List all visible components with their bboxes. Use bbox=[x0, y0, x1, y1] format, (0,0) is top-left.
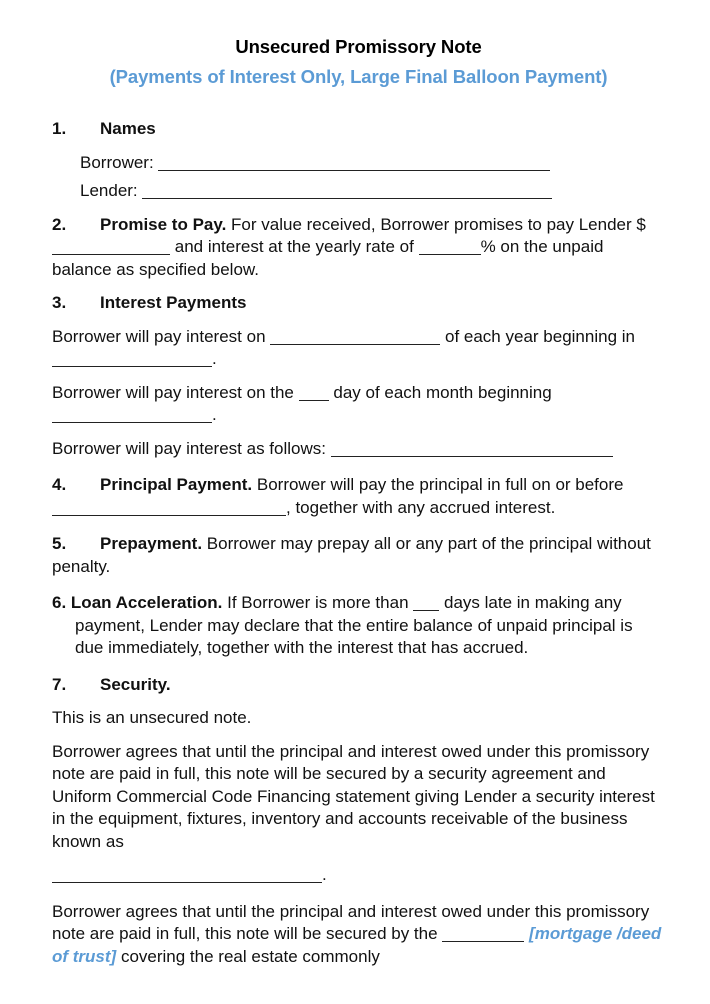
annual-begin-month-blank[interactable] bbox=[52, 353, 212, 367]
lender-name-field-row bbox=[52, 180, 665, 203]
section-7-p2-text-b: . bbox=[322, 865, 327, 885]
section-3-paragraph-3 bbox=[52, 438, 665, 461]
section-7-p3-text-b: covering the real estate commonly bbox=[120, 946, 380, 966]
section-3-paragraph-2 bbox=[52, 382, 665, 427]
section-4-text-a: Borrower will pay the principal in full on or before bbox=[256, 475, 624, 495]
borrower-label: Borrower: bbox=[80, 152, 154, 172]
section-1-title: Names bbox=[100, 119, 156, 139]
section-4-number: 4. bbox=[52, 475, 67, 495]
section-1-heading bbox=[52, 118, 665, 141]
section-3-p3-text-a: Borrower will pay interest as follows: bbox=[52, 438, 326, 458]
interest-rate-blank[interactable] bbox=[419, 241, 481, 255]
monthly-begin-blank[interactable] bbox=[52, 409, 212, 423]
annual-interest-date-blank[interactable] bbox=[270, 331, 440, 345]
section-6-title: Loan Acceleration. bbox=[70, 593, 223, 613]
section-6-paragraph bbox=[52, 592, 665, 660]
section-1-number: 1. bbox=[52, 119, 67, 139]
section-7-p2-text-a: Borrower agrees that until the principal and interest owed under this promissory note are paid in full, this note will be secured by a security agreement and Uniform Commercial Code Financing statement giving Lender a security interest in the equipment, fixtures, inventory and accounts receivable of the business known as bbox=[52, 741, 655, 851]
section-5-number: 5. bbox=[52, 534, 67, 554]
principal-due-date-blank[interactable] bbox=[52, 502, 286, 516]
section-3-title: Interest Payments bbox=[100, 293, 247, 313]
section-4-title: Principal Payment. bbox=[100, 475, 253, 495]
section-7-paragraph-1: This is an unsecured note. bbox=[52, 708, 252, 728]
section-6-text-b: days late in making any payment, Lender may declare that the entire balance of unpaid principal is due immediately, together with the interest that has accrued. bbox=[75, 593, 633, 658]
section-6-number: 6. bbox=[52, 593, 67, 613]
security-instrument-option: [mortgage /deed of trust] bbox=[52, 924, 662, 966]
section-3-number: 3. bbox=[52, 293, 67, 313]
section-3-p1-text-a: Borrower will pay interest on bbox=[52, 326, 266, 346]
section-7-number: 7. bbox=[52, 674, 67, 694]
late-days-blank[interactable] bbox=[413, 597, 439, 611]
borrower-name-field-row bbox=[52, 152, 665, 175]
section-3-p2-text-c: . bbox=[212, 405, 217, 425]
document-title: Unsecured Promissory Note bbox=[235, 36, 482, 57]
section-3-p2-text-a: Borrower will pay interest on the bbox=[52, 382, 294, 402]
section-7-p3-text-a: Borrower agrees that until the principal and interest owed under this promissory note are paid in full, this note will be secured by the bbox=[52, 901, 650, 944]
security-instrument-blank[interactable] bbox=[442, 928, 524, 942]
borrower-name-blank[interactable] bbox=[158, 157, 550, 171]
section-3-p1-text-b: of each year beginning in bbox=[445, 326, 635, 346]
section-2-title: Promise to Pay. bbox=[100, 214, 227, 234]
section-3-heading bbox=[52, 292, 665, 315]
section-7-heading bbox=[52, 674, 665, 697]
section-3-p2-text-b: day of each month beginning bbox=[333, 382, 552, 402]
section-5-title: Prepayment. bbox=[100, 534, 203, 554]
document-subtitle: (Payments of Interest Only, Large Final Balloon Payment) bbox=[109, 66, 608, 88]
lender-label: Lender: bbox=[80, 181, 138, 201]
business-name-blank[interactable] bbox=[52, 869, 322, 883]
section-7-title: Security. bbox=[100, 674, 171, 694]
section-6-text-a: If Borrower is more than bbox=[227, 593, 409, 613]
document-body bbox=[52, 118, 665, 968]
section-7-paragraph-2 bbox=[52, 741, 665, 854]
business-name-blank-row bbox=[52, 864, 665, 887]
section-5-text-a: Borrower may prepay all or any part of the principal without penalty. bbox=[52, 534, 651, 576]
section-2-text-a: For value received, Borrower promises to pay Lender $ bbox=[231, 214, 646, 234]
section-3-p1-text-c: . bbox=[212, 349, 217, 369]
section-2-text-c: % on the unpaid balance as specified below. bbox=[52, 237, 604, 279]
section-2-text-b: and interest at the yearly rate of bbox=[174, 237, 414, 257]
section-2-paragraph bbox=[52, 214, 665, 282]
section-5-paragraph bbox=[52, 533, 665, 578]
section-2-number: 2. bbox=[52, 214, 67, 234]
lender-name-blank[interactable] bbox=[142, 185, 552, 199]
section-4-paragraph bbox=[52, 474, 665, 519]
principal-amount-blank[interactable] bbox=[52, 241, 170, 255]
interest-schedule-blank[interactable] bbox=[331, 443, 613, 457]
section-3-paragraph-1 bbox=[52, 326, 665, 371]
section-4-text-b: , together with any accrued interest. bbox=[286, 497, 556, 517]
section-7-paragraph-3 bbox=[52, 901, 665, 969]
monthly-day-blank[interactable] bbox=[299, 387, 329, 401]
